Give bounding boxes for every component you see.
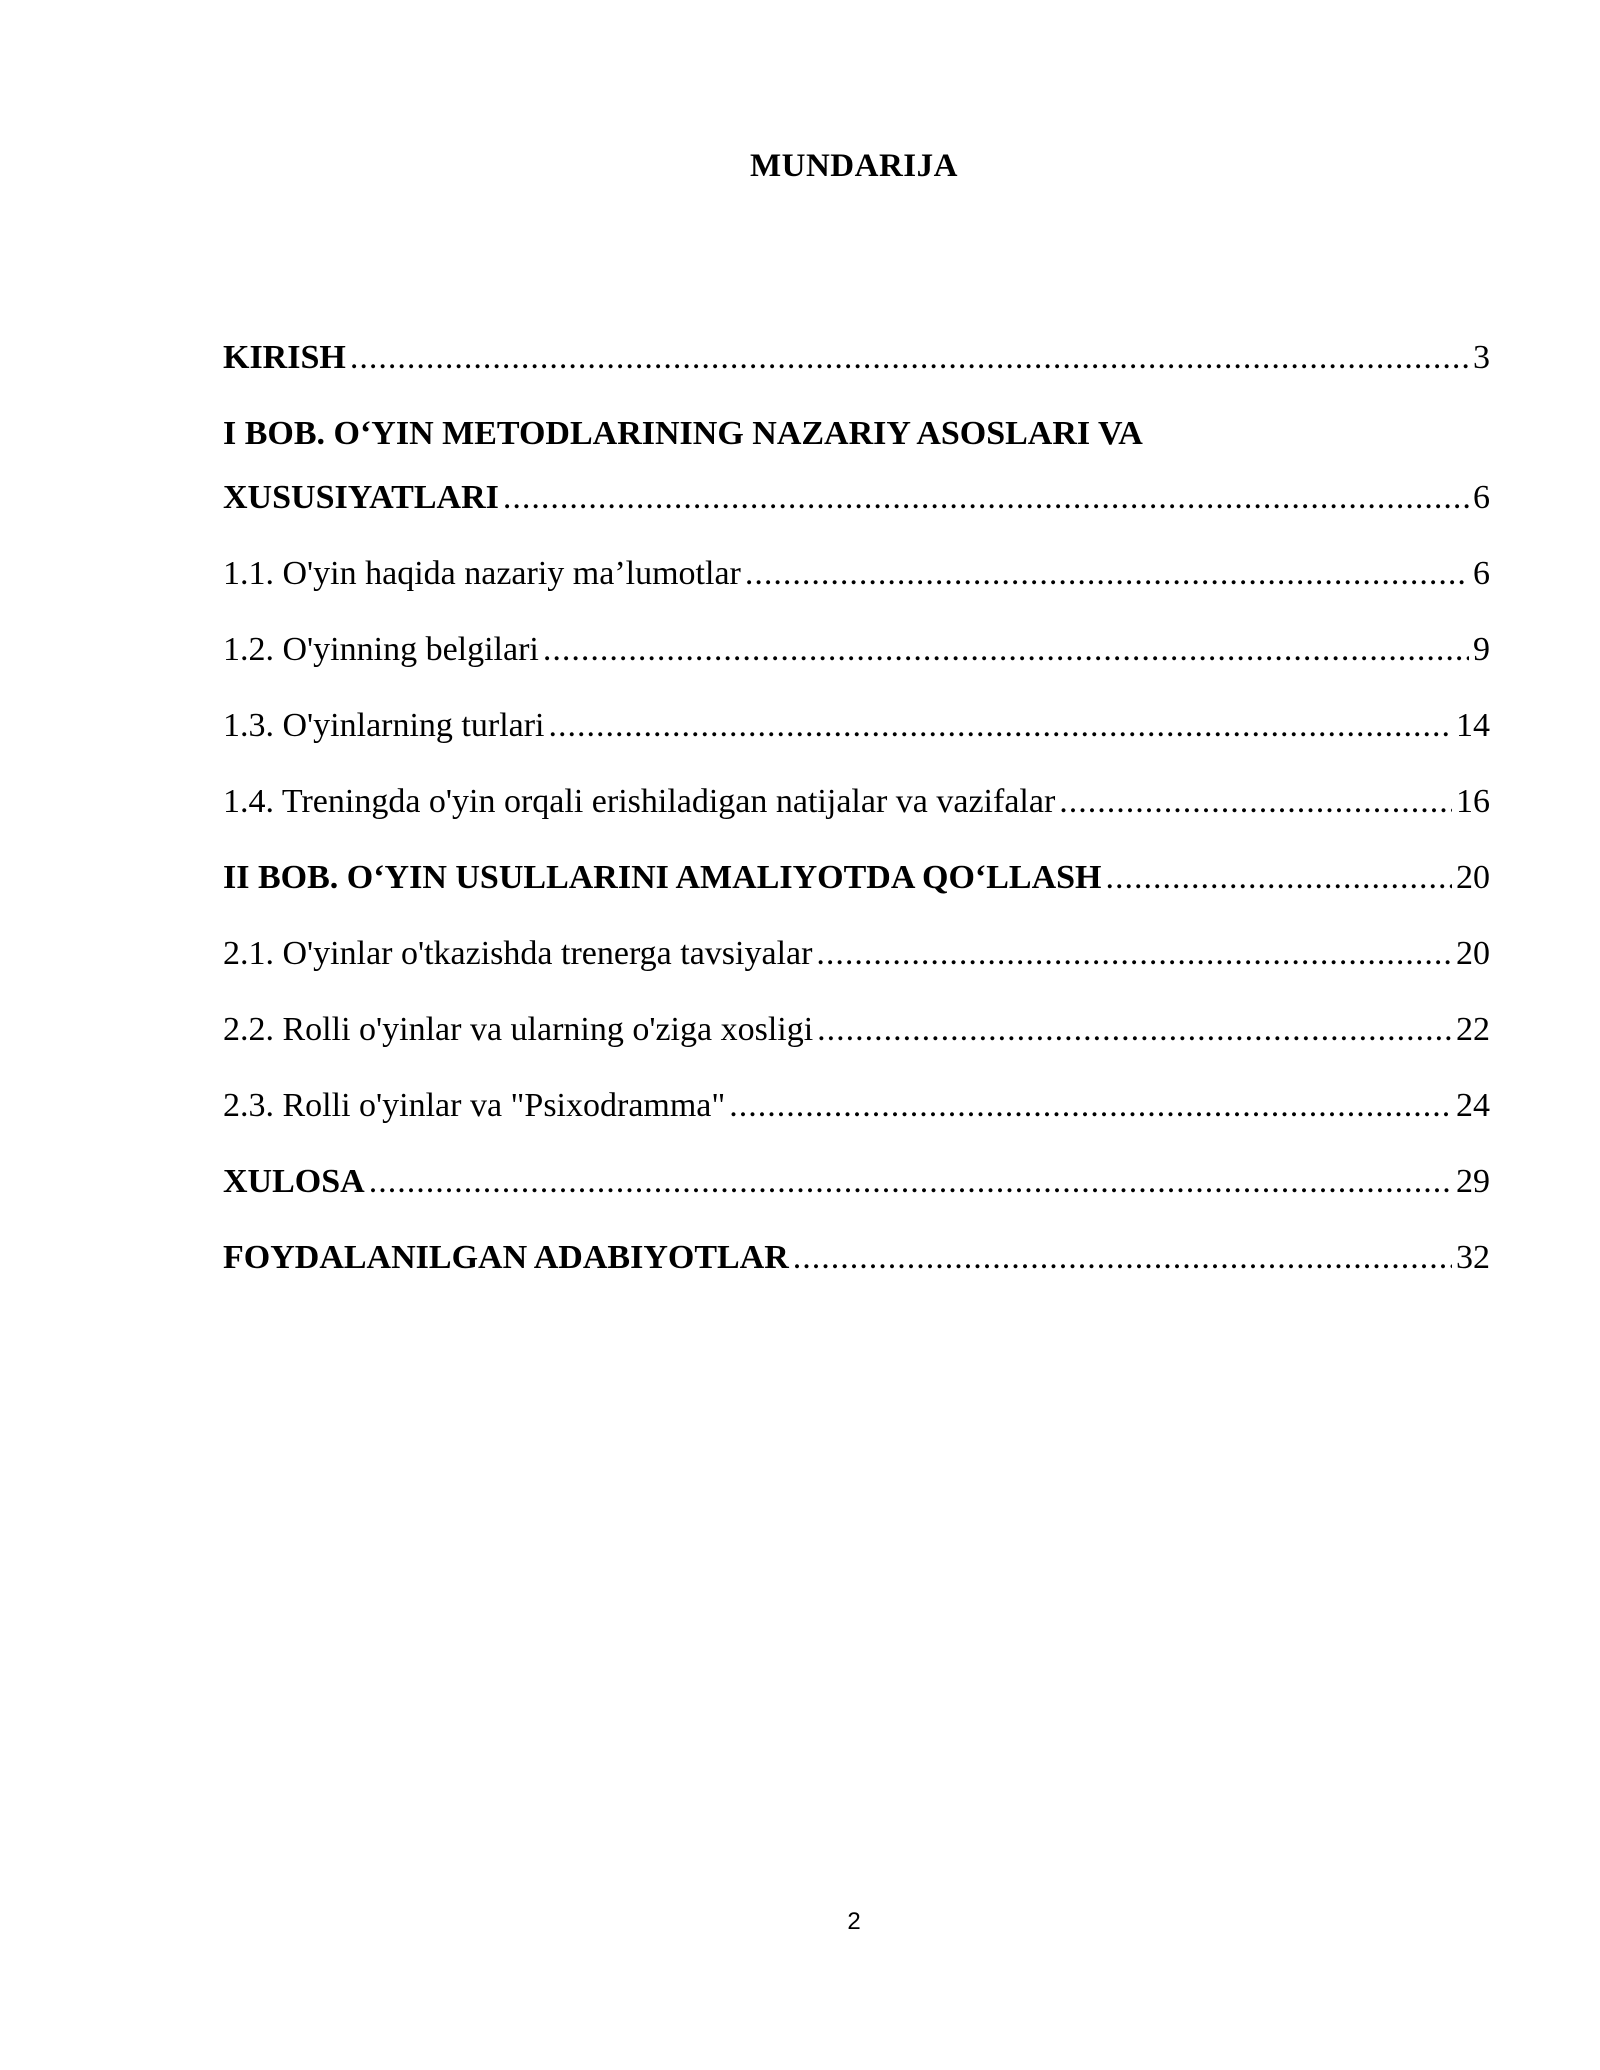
toc-entry-bibliography[interactable] (223, 1202, 1490, 1278)
toc-entry-page: 6 (1473, 479, 1490, 516)
page-number: 2 (847, 1908, 861, 1935)
toc-entry-2-1[interactable] (223, 898, 1490, 974)
toc-dot-leader (1106, 858, 1453, 898)
toc-entry-1-4[interactable] (223, 746, 1490, 822)
toc-entry-text: 2.2. Rolli o'yinlar va ularning o'ziga xosligi (223, 1011, 814, 1048)
toc-dot-leader (503, 478, 1469, 518)
toc-entry-page: 20 (1456, 859, 1490, 896)
toc-entry-text: 1.2. O'yinning belgilari (223, 631, 539, 668)
toc-dot-leader (1059, 782, 1452, 822)
toc-entry-text: XULOSA (223, 1163, 365, 1200)
table-of-contents (223, 302, 1490, 1278)
toc-entry-text: II BOB. O‘YIN USULLARINI AMALIYOTDA QO‘LLASH (223, 859, 1102, 896)
toc-entry-text: 2.3. Rolli o'yinlar va "Psixodramma" (223, 1087, 726, 1124)
toc-entry-chapter-1[interactable] (223, 454, 1490, 518)
toc-entry-text: 1.1. O'yin haqida nazariy ma’lumotlar (223, 555, 741, 592)
toc-entry-text: 1.4. Treningda o'yin orqali erishiladigan natijalar va vazifalar (223, 783, 1056, 820)
toc-entry-text: I BOB. O‘YIN METODLARINING NAZARIY ASOSLARI VA (223, 415, 1143, 452)
toc-entry-1-3[interactable] (223, 670, 1490, 746)
toc-entry-page: 16 (1456, 783, 1490, 820)
toc-dot-leader (549, 706, 1452, 746)
toc-entry-1-2[interactable] (223, 594, 1490, 670)
toc-entry-page: 29 (1456, 1163, 1490, 1200)
toc-entry-page: 3 (1473, 339, 1490, 376)
toc-entry-page: 20 (1456, 935, 1490, 972)
toc-title: MUNDARIJA (750, 148, 958, 184)
toc-dot-leader (543, 630, 1469, 670)
toc-entry-chapter-1-line-1[interactable] (223, 378, 1490, 454)
toc-entry-1-1[interactable] (223, 518, 1490, 594)
toc-entry-chapter-2[interactable] (223, 822, 1490, 898)
toc-entry-page: 32 (1456, 1239, 1490, 1276)
toc-dot-leader (369, 1162, 1452, 1202)
toc-dot-leader (350, 338, 1469, 378)
toc-entry-2-3[interactable] (223, 1050, 1490, 1126)
toc-dot-leader (793, 1238, 1452, 1278)
toc-entry-text: KIRISH (223, 339, 346, 376)
toc-entry-page: 9 (1473, 631, 1490, 668)
toc-entry-text: 2.1. O'yinlar o'tkazishda trenerga tavsiyalar (223, 935, 813, 972)
toc-dot-leader (729, 1086, 1452, 1126)
toc-dot-leader (817, 1010, 1452, 1050)
toc-entry-text: XUSUSIYATLARI (223, 479, 499, 516)
toc-entry-kirish[interactable] (223, 302, 1490, 378)
toc-entry-xulosa[interactable] (223, 1126, 1490, 1202)
toc-dot-leader (816, 934, 1452, 974)
toc-entry-text: FOYDALANILGAN ADABIYOTLAR (223, 1239, 789, 1276)
toc-dot-leader (745, 554, 1469, 594)
toc-entry-page: 22 (1456, 1011, 1490, 1048)
toc-entry-page: 6 (1473, 555, 1490, 592)
toc-entry-page: 24 (1456, 1087, 1490, 1124)
toc-entry-text: 1.3. O'yinlarning turlari (223, 707, 545, 744)
toc-entry-2-2[interactable] (223, 974, 1490, 1050)
toc-entry-page: 14 (1456, 707, 1490, 744)
